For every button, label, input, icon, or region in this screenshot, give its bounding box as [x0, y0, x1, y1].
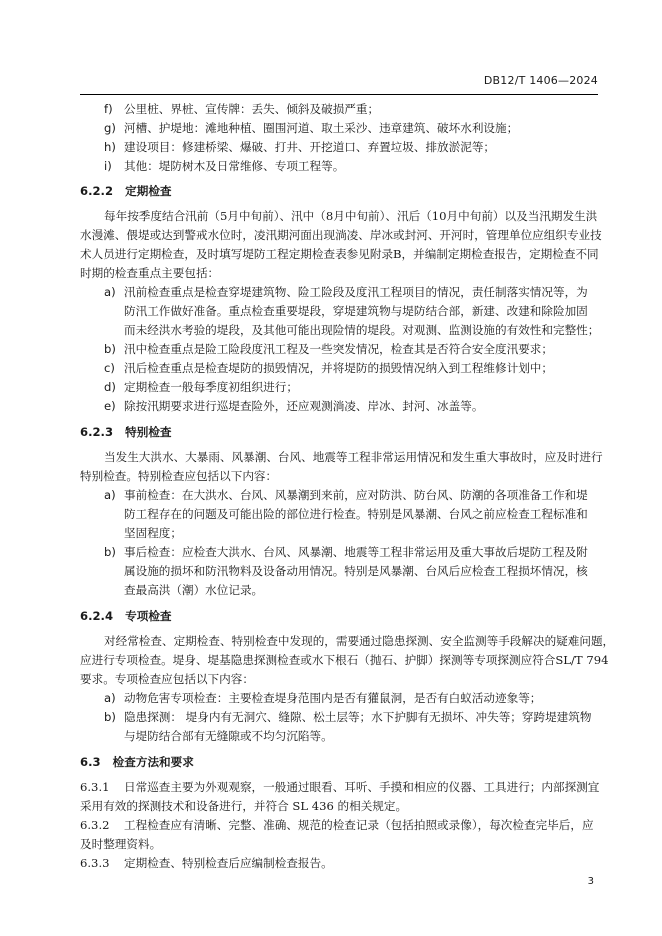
list-marker: c)	[104, 361, 115, 375]
section-heading-6-3	[80, 755, 194, 769]
paragraph-line: 要求。专项检查应包括以下内容：	[80, 672, 254, 686]
list-item-text: 事前检查：在大洪水、台风、风暴潮到来前，应对防洪、防台风、防潮的各项准备工作和堤	[124, 488, 588, 502]
paragraph-line: 时期的检查重点主要包括：	[80, 266, 220, 280]
list-item-text: 其他：堤防树木及日常维修、专项工程等。	[124, 159, 345, 173]
paragraph-line: 术人员进行定期检查，及时填写堤防工程定期检查表参见附录B，并编制定期检查报告，定期检查不同	[80, 247, 599, 261]
list-marker: a)	[104, 488, 116, 502]
list-marker: e)	[104, 399, 116, 413]
list-marker: f)	[104, 102, 113, 116]
list-marker: a)	[104, 691, 116, 705]
list-marker: d)	[104, 380, 116, 394]
paragraph-line: 应进行专项检查。堤身、堤基隐患探测检查或水下根石（抛石、护脚）探测等专项探测应符合SL/T 794	[80, 653, 609, 667]
section-heading-6-2-2	[80, 184, 172, 198]
section-heading-6-2-4	[80, 609, 172, 623]
list-item-text: 汛后检查重点是检查堤防的损毁情况，并将堤防的损毁情况纳入到工程维修计划中；	[124, 361, 553, 375]
paragraph-line: 对经常检查、定期检查、特别检查中发现的，需要通过隐患探测、安全监测等手段解决的疑难问题，	[104, 634, 615, 648]
clause-text: 及时整理资料。	[80, 837, 162, 851]
page-number: 3	[587, 876, 594, 887]
paragraph-line: 每年按季度结合汛前（5月中旬前）、汛中（8月中旬前）、汛后（10月中旬前）以及当汛期发生洪	[104, 209, 598, 223]
list-item-text: 事后检查：应检查大洪水、台风、风暴潮、地震等工程非常运用及重大事故后堤防工程及附	[124, 545, 588, 559]
document-code-header: DB12/T 1406—2024	[483, 74, 598, 87]
list-item-text: 查最高洪（潮）水位记录。	[124, 583, 264, 597]
list-item-text: 汛前检查重点是检查穿堤建筑物、险工险段及度汛工程项目的情况，责任制落实情况等，为	[124, 285, 588, 299]
list-item-text: 防汛工作做好准备。重点检查重要堤段，穿堤建筑物与堤防结合部，新建、改建和除险加固	[124, 304, 588, 318]
clause-number: 6.3.2	[80, 818, 110, 832]
list-marker: b)	[104, 342, 116, 356]
list-item-text: 建设项目：修建桥梁、爆破、打井、开挖道口、弃置垃圾、排放淤泥等；	[124, 140, 496, 154]
paragraph-line: 水漫滩、偎堤或达到警戒水位时，凌汛期河面出现淌凌、岸冰或封河、开河时，管理单位应组织专业技	[80, 228, 602, 242]
list-item-text: 汛中检查重点是险工险段度汛工程及一些突发情况，检查其是否符合安全度汛要求；	[124, 342, 553, 356]
clause-text: 采用有效的探测技术和设备进行，并符合 SL 436 的相关规定。	[80, 799, 408, 813]
section-number: 6.2.4	[80, 609, 114, 623]
clause-number: 6.3.1	[80, 780, 110, 794]
header-divider	[80, 94, 598, 95]
list-item-text: 与堤防结合部有无缝隙或不均匀沉陷等。	[124, 729, 333, 743]
section-title: 特别检查	[125, 425, 172, 439]
list-item-text: 隐患探测： 堤身内有无洞穴、缝隙、松土层等；水下护脚有无损坏、冲失等；穿跨堤建筑物	[124, 710, 592, 724]
section-number: 6.2.2	[80, 184, 114, 198]
list-item-text: 而未经洪水考验的堤段，及其他可能出现险情的堤段。对观测、监测设施的有效性和完整性；	[124, 323, 600, 337]
section-number: 6.2.3	[80, 425, 114, 439]
section-heading-6-2-3	[80, 425, 172, 439]
section-title: 检查方法和要求	[112, 755, 194, 769]
paragraph-line: 当发生大洪水、大暴雨、风暴潮、台风、地震等工程非常运用情况和发生重大事故时，应及时进行	[104, 450, 603, 464]
list-item-text: 防工程存在的问题及可能出险的部位进行检查。特别是风暴潮、台风之前应检查工程标准和	[124, 507, 588, 521]
clause-text: 定期检查、特别检查后应编制检查报告。	[124, 856, 333, 870]
list-marker: b)	[104, 710, 116, 724]
list-item-text: 公里桩、界桩、宣传牌：丢失、倾斜及破损严重；	[124, 102, 380, 116]
list-item-text: 河槽、护堤地：滩地种植、圈围河道、取土采沙、违章建筑、破坏水利设施；	[124, 121, 519, 135]
list-item-text: 属设施的损坏和防汛物料及设备动用情况。特别是风暴潮、台风后应检查工程损坏情况，核	[124, 564, 588, 578]
clause-number: 6.3.3	[80, 856, 110, 870]
list-marker: g)	[104, 121, 116, 135]
list-marker: h)	[104, 140, 116, 154]
list-marker: i)	[104, 159, 112, 173]
list-item-text: 动物危害专项检查：主要检查堤身范围内是否有獾鼠洞，是否有白蚁活动迹象等；	[124, 691, 542, 705]
list-item-text: 除按汛期要求进行巡堤查险外，还应观测淌凌、岸冰、封河、冰盖等。	[124, 399, 484, 413]
section-title: 专项检查	[125, 609, 172, 623]
clause-text: 工程检查应有清晰、完整、准确、规范的检查记录（包括拍照或录像），每次检查完毕后，应	[124, 818, 594, 832]
section-number: 6.3	[80, 755, 101, 769]
list-marker: b)	[104, 545, 116, 559]
paragraph-line: 特别检查。特别检查应包括以下内容：	[80, 469, 278, 483]
list-item-text: 坚固程度；	[124, 526, 182, 540]
section-title: 定期检查	[125, 184, 172, 198]
list-item-text: 定期检查一般每季度初组织进行；	[124, 380, 298, 394]
clause-text: 日常巡查主要为外观观察，一般通过眼看、耳听、手摸和相应的仪器、工具进行；内部探测宜	[124, 780, 600, 794]
list-marker: a)	[104, 285, 116, 299]
